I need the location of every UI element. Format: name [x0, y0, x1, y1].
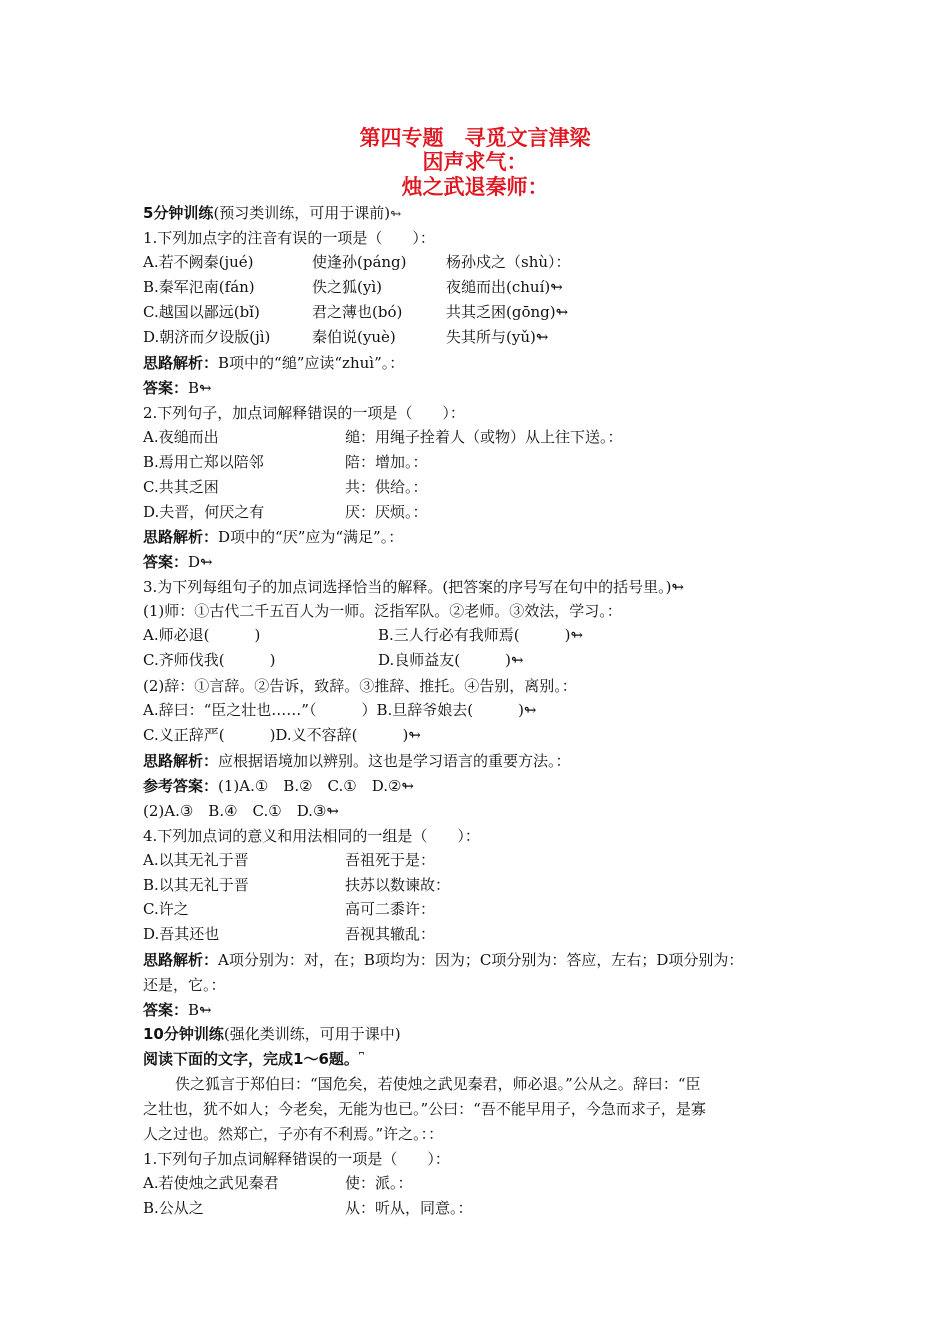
q2-option-a-gloss: 缒：用绳子拴着人（或物）从上往下送。：: [345, 428, 623, 446]
s2-q1-option-a-gloss: 使：派。：: [345, 1174, 413, 1192]
q3-group2-row2: C.义正辞严( )D.义不容辞( )↬: [143, 726, 421, 744]
reading-prompt: 阅读下面的文字，完成1～6题。⎴: [143, 1050, 365, 1068]
q1-option-c-3: 共其乏困(gōng)↬: [446, 303, 569, 321]
q3-group2-definition: (2)辞：①言辞。②告诉，致辞。③推辞、推托。④告别，离别。：: [143, 677, 577, 695]
title-lesson: 烛之武退秦师：: [401, 175, 549, 199]
q2-option-d: D.夫晋，何厌之有: [143, 503, 265, 521]
title-subtopic: 因声求气：: [422, 150, 528, 174]
q4-option-c-pair: 高可二黍许：: [345, 900, 436, 918]
q3-group1-d: D.良师益友( )↬: [378, 651, 524, 669]
q4-option-b: B.以其无礼于晋: [143, 876, 249, 894]
q4-option-b-pair: 扶苏以数谏故：: [345, 876, 451, 894]
q2-option-a: A.夜缒而出: [143, 428, 219, 446]
q1-option-a-1: A.若不阙秦(jué): [143, 253, 254, 271]
passage-line-2: 之壮也，犹不如人；今老矣，无能为也已。”公曰：“吾不能早用子，今急而求子，是寡: [143, 1100, 706, 1118]
q2-stem: 2.下列句子，加点词解释错误的一项是（ ）：: [143, 404, 465, 422]
q3-answer-1: 参考答案：(1)A.① B.② C.① D.②↬: [143, 777, 414, 795]
q1-option-b-2: 佚之狐(yì): [312, 278, 382, 296]
q4-analysis-continued: 还是，它。：: [143, 976, 226, 994]
q3-group1-b: B.三人行必有我师焉( )↬: [378, 626, 584, 644]
q4-option-a: A.以其无礼于晋: [143, 851, 249, 869]
s2-q1-stem: 1.下列句子加点词解释错误的一项是（ ）：: [143, 1150, 450, 1168]
q2-option-b-gloss: 陪：增加。：: [345, 453, 428, 471]
q3-group1-a: A.师必退( ): [143, 626, 261, 644]
q4-option-d: D.吾其还也: [143, 925, 220, 943]
q3-group1-c: C.齐师伐我( ): [143, 651, 276, 669]
q1-option-d-2: 秦伯说(yuè): [312, 328, 396, 346]
q2-option-b: B.焉用亡郑以陪邻: [143, 453, 264, 471]
q1-option-a-2: 使逢孙(páng): [312, 253, 407, 271]
q2-option-c: C.共其乏困: [143, 478, 219, 496]
q1-option-a-3: 杨孙戍之（shù）：: [446, 253, 571, 271]
q2-analysis: 思路解析：D项中的“厌”应为“满足”。：: [143, 528, 404, 546]
q1-option-b-3: 夜缒而出(chuí)↬: [446, 278, 563, 296]
passage-line-1: 佚之狐言于郑伯曰：“国危矣，若使烛之武见秦君，师必退。”公从之。辞曰：“臣: [175, 1075, 701, 1093]
q1-answer: 答案：B↬: [143, 379, 212, 397]
q3-stem: 3.为下列每组句子的加点词选择恰当的解释。(把答案的序号写在句中的括号里。)↬: [143, 578, 685, 596]
q1-option-c-2: 君之薄也(bó): [312, 303, 403, 321]
paragraph-mark-icon: ↬: [390, 207, 402, 222]
q1-option-d-3: 失其所与(yǔ)↬: [446, 328, 549, 346]
q4-answer: 答案：B↬: [143, 1001, 212, 1019]
s2-q1-option-a: A.若使烛之武见秦君: [143, 1174, 279, 1192]
q4-option-d-pair: 吾视其辙乱：: [345, 925, 436, 943]
q1-analysis: 思路解析：B项中的“缒”应读“zhuì”。：: [143, 354, 405, 372]
q2-answer: 答案：D↬: [143, 553, 213, 571]
s2-q1-option-b: B.公从之: [143, 1199, 204, 1217]
q2-option-c-gloss: 共：供给。：: [345, 478, 428, 496]
q4-option-c: C.许之: [143, 900, 189, 918]
title-topic: 第四专题 寻觅文言津梁: [359, 126, 591, 150]
q2-option-d-gloss: 厌：厌烦。：: [345, 503, 428, 521]
q1-option-d-1: D.朝济而夕设版(jì): [143, 328, 271, 346]
q3-answer-2: (2)A.③ B.④ C.① D.③↬: [143, 802, 339, 820]
q3-analysis: 思路解析：应根据语境加以辨别。这也是学习语言的重要方法。：: [143, 752, 571, 770]
q1-option-b-1: B.秦军氾南(fán): [143, 278, 255, 296]
q4-stem: 4.下列加点词的意义和用法相同的一组是（ ）：: [143, 827, 480, 845]
paragraph-mark-icon: ⎴: [358, 1053, 365, 1068]
q1-option-c-1: C.越国以鄙远(bǐ): [143, 303, 260, 321]
q3-group1-definition: (1)师：①古代二千五百人为一师。泛指军队。②老师。③效法，学习。：: [143, 602, 622, 620]
q4-analysis: 思路解析：A项分别为：对，在；B项均为：因为；C项分别为：答应，左右；D项分别为：: [143, 951, 744, 969]
q3-group2-row1: A.辞曰：“臣之壮也……”（ ）B.旦辞爷娘去( )↬: [143, 701, 537, 719]
passage-line-3: 人之过也。然郑亡，子亦有不利焉。”许之。：：: [143, 1125, 444, 1143]
q4-option-a-pair: 吾祖死于是：: [345, 851, 436, 869]
section-heading-10min: 10分钟训练(强化类训练，可用于课中): [143, 1025, 401, 1043]
section-heading-5min: 5分钟训练(预习类训练，可用于课前)↬: [143, 204, 402, 222]
q1-stem: 1.下列加点字的注音有误的一项是（ ）：: [143, 229, 435, 247]
s2-q1-option-b-gloss: 从：听从，同意。：: [345, 1199, 473, 1217]
